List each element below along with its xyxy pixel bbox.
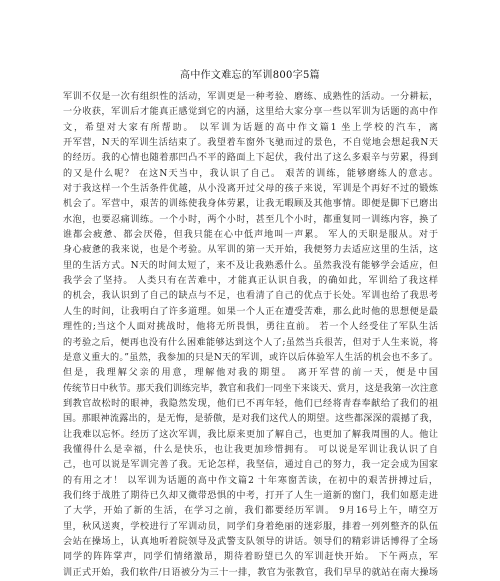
body-text-line: 人生的时间，让我明白了许多道理。如果一个人正在遭受苦难，那么此时他的思想便是最 xyxy=(63,306,438,317)
body-text-line: 了大学，开始了新的生活，在学习之前，我们都要经历军训。 9月16号上午，晴空万 xyxy=(63,506,438,517)
body-text-line: 机会了。军营中，艰苦的训练使我身体劳累，让我无暇顾及其他事情。即便是脚下已磨出 xyxy=(63,199,438,210)
body-text-line: 的机会，我认识到了自己的缺点与不足，也看清了自己的优点于长处。军训也给了我思考 xyxy=(63,291,438,302)
body-text-line: 身心疲惫的我来说，也是个考验。从军训的第一天开始，我便努力去适应这里的生活，这 xyxy=(63,245,438,256)
body-text-line: 我们终于战胜了期待已久却又微带恐惧的中考，打开了人生一道新的窗门，我们如愿走进 xyxy=(63,490,438,501)
body-text-line: 是意义重大的。”虽然，我参加的只是N天的军训，或许以后体验军人生活的机会也不多了。 xyxy=(63,352,438,363)
body-text-line: 里的生活方式。N天的时间太短了，来不及让我熟悉什么。虽然我没有能够学会适应，但 xyxy=(63,260,438,271)
body-text-line: 但是，我理解父亲的用意，理解他对我的期望。 离开军营的前一天，便是中国 xyxy=(63,368,438,379)
body-text-line: 我学会了坚持。 人类只有在苦难中，才能真正认识自我，的确如此，军训给了我这样 xyxy=(63,276,438,287)
body-text-line: 同学的阵阵掌声，同学们情绪激昂，期待着盼望已久的军训赶快开始。 下午两点，军 xyxy=(63,552,438,563)
body-text-line: 军训不仅是一次有组织性的活动，军训更是一种考验、磨练、成熟性的活动。一分耕耘， xyxy=(63,92,438,102)
body-text-line: 开军营，N天的军训生活结束了。我望着车窗外飞驰而过的景色，不自觉地会想起我N天 xyxy=(63,138,438,149)
body-text-line: 传统节日中秋节。那天我们训练完毕，教官和我们一同坐下来谈天、赏月，这是我第一次注意 xyxy=(63,383,438,394)
body-text-line: 我懂得什么是幸福，什么是快乐，也让我更加珍惜拥有。 可以说是军训让我认识了自 xyxy=(63,444,438,455)
body-text-line: 己，也可以说是军训完善了我。无论怎样，我坚信，通过自己的努力，我一定会成为国家 xyxy=(63,460,438,471)
body-text-line: 水泡，也要忍痛训练。一个小时，两个小时，甚至几个小时，都重复同一训练内容，换了 xyxy=(63,214,438,225)
body-text-line: 国。那眼神流露出的，是无悔，是骄傲，是对我们这代人的期望。这些都深深的震撼了我， xyxy=(63,414,438,425)
body-text-line: 对于我这样一个生活条件优越，从小没离开过父母的孩子来说，军训是个再好不过的锻炼 xyxy=(63,184,438,195)
body-text-line: 的有用之才！ 以军训为话题的高中作文篇2 十年寒窗苦读，在初中的艰苦拼搏过后， xyxy=(63,475,438,486)
body-text-line: 训正式开始，我们软件/日语被分为三十一排，教官为张教官，我们早早的就站在南大操场 xyxy=(63,567,438,578)
body-text-line: 的考验之后，便再也没有什么困难能够达到这个人了;虽然当兵很苦，但对于人生来说，将 xyxy=(63,337,438,348)
body-text-line: 一分收获，军训后才能真正感觉到它的内涵，这里给大家分享一些以军训为话题的高中作 xyxy=(63,107,438,118)
body-text-line: 理性的;当这个人面对挑战时，他将无所畏惧，勇往直前。 若一个人经受住了军队生活 xyxy=(63,322,438,333)
body-text-line: 到教官故松时的眼神，我隐然发现，他们已不再年轻，他们已经将青春奉献给了我们的祖 xyxy=(63,398,438,409)
body-text-line: 让我难以忘怀。经历了这次军训，我比原来更加了解自己，也更加了解我周围的人。他让 xyxy=(63,429,438,440)
body-text-line: 文，希望对大家有所帮助。 以军训为话题的高中作文篇1 坐上学校的汽车，离 xyxy=(63,122,438,133)
body-text-line: 里，秋风送爽，学校进行了军训动员，同学们身着绝丽的迷彩服，排着一列列整齐的队伍 xyxy=(63,521,438,532)
body-text-line: 的又是什么呢？ 在这N天当中，我认识了自己。 艰苦的训练，能够磨练人的意志。 xyxy=(63,168,438,179)
document-body xyxy=(63,90,438,578)
body-text-line: 谁都会疲惫、都会厌倦，但我只能在心中低声地叫一声累。 军人的天职是服从。对于 xyxy=(63,230,438,241)
body-text-line: 的经历。我的心情也随着那凹凸不平的路面上下起伏，我付出了这么多艰辛与劳累，得到 xyxy=(63,153,438,164)
document-title: 高中作文难忘的军训800字5篇 xyxy=(180,70,320,81)
body-text-line: 会站在操场上，认真地听着院领导及武警支队领导的讲话。领导们的精彩讲话博得了全场 xyxy=(63,536,438,547)
